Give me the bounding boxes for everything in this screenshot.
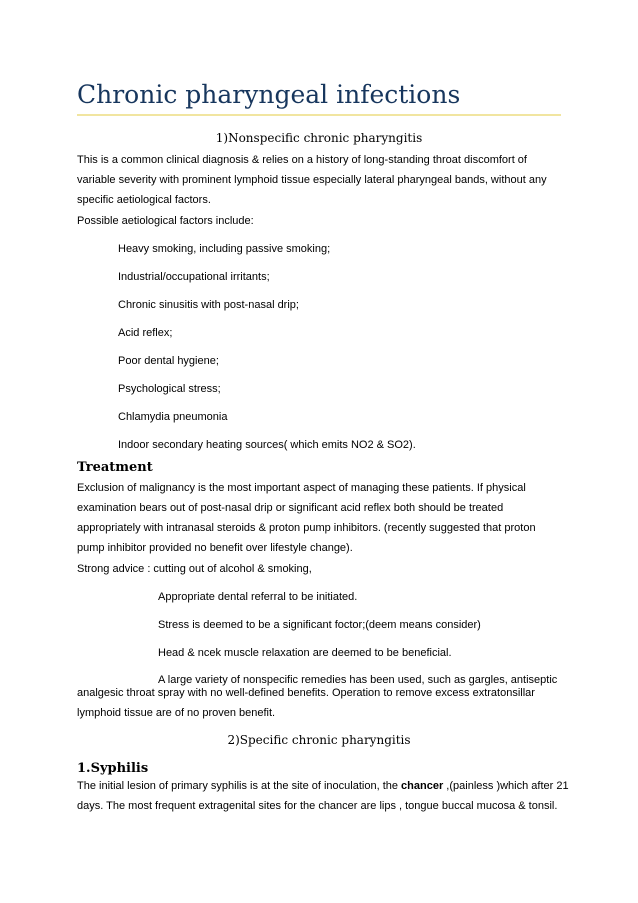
title-underline [77,114,561,116]
advice-item: Stress is deemed to be a significant foctor;(deem means consider) [158,619,481,631]
paragraph-line: Exclusion of malignancy is the most important aspect of managing these patients. If physical [77,482,526,494]
factor-item: Poor dental hygiene; [118,355,219,367]
paragraph-line: pump inhibitor provided no benefit over lifestyle change). [77,542,353,554]
factor-item: Psychological stress; [118,383,221,395]
paragraph-line: This is a common clinical diagnosis & relies on a history of long-standing throat discomfort of [77,154,527,166]
factor-item: Chlamydia pneumonia [118,411,228,423]
treatment-paragraph [77,478,561,558]
syphilis-text-after: ,(painless )which after 21 [443,780,569,792]
advice-intro: Strong advice : cutting out of alcohol & smoking, [77,563,312,575]
treatment-heading: Treatment [77,460,153,475]
advice-item: Head & ncek muscle relaxation are deemed to be beneficial. [158,647,452,659]
factor-item: Heavy smoking, including passive smoking; [118,243,331,255]
syphilis-heading: 1.Syphilis [77,761,149,776]
paragraph-line: appropriately with intranasal steroids & proton pump inhibitors. (recently suggested that proton [77,522,536,534]
remedies-first-line: A large variety of nonspecific remedies has been used, such as gargles, antiseptic [158,674,558,686]
advice-item: Appropriate dental referral to be initiated. [158,591,358,603]
paragraph-line: analgesic throat spray with no well-defined benefits. Operation to remove excess extratonsillar [77,687,535,699]
factors-intro: Possible aetiological factors include: [77,215,254,227]
paragraph-line: specific aetiological factors. [77,194,211,206]
paragraph-line: variable severity with prominent lymphoid tissue especially lateral pharyngeal bands, without any [77,174,547,186]
factor-item: Chronic sinusitis with post-nasal drip; [118,299,299,311]
paragraph-line: days. The most frequent extragenital sites for the chancer are lips , tongue buccal mucosa & tonsil. [77,800,558,812]
chancer-term: chancer [401,780,444,792]
factor-item: Acid reflex; [118,327,173,339]
syphilis-paragraph [77,776,569,816]
remedies-paragraph [77,683,561,723]
section1-heading: 1)Nonspecific chronic pharyngitis [215,131,423,145]
factor-item: Industrial/occupational irritants; [118,271,270,283]
paragraph-line [77,776,569,796]
paragraph-line: examination bears out of post-nasal drip or significant acid reflex both should be treated [77,502,504,514]
section2-heading: 2)Specific chronic pharyngitis [227,733,411,747]
factor-item: Indoor secondary heating sources( which emits NO2 & SO2). [118,439,416,451]
document-title: Chronic pharyngeal infections [77,80,461,109]
section1-intro-paragraph [77,150,561,210]
syphilis-text-before: The initial lesion of primary syphilis is at the site of inoculation, the [77,780,402,792]
paragraph-line: lymphoid tissue are of no proven benefit. [77,707,276,719]
